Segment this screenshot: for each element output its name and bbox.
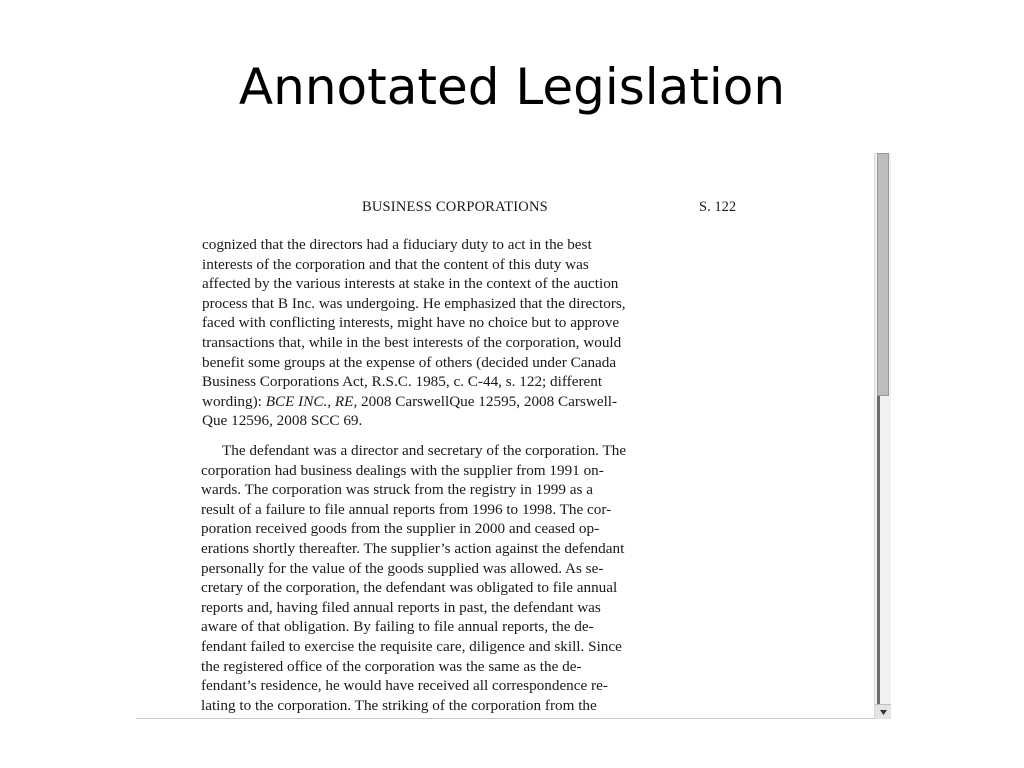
text-line: The defendant was a director and secretary of the corporation. The [222, 442, 627, 459]
text-line: aware of that obligation. By failing to file annual reports, the de- [201, 618, 594, 636]
scroll-down-button[interactable] [875, 704, 891, 719]
text-line: the registered office of the corporation was the same as the de- [201, 657, 582, 675]
text-line: interests of the corporation and that the content of this duty was [202, 255, 589, 273]
text-line: wording): BCE INC., RE, 2008 CarswellQue 12595, 2008 Carswell- [202, 392, 618, 410]
annotation-paragraph [202, 235, 742, 431]
running-head-section: S. 122 [699, 199, 737, 215]
text-line: Que 12596, 2008 SCC 69. [202, 412, 363, 430]
vertical-scrollbar[interactable] [874, 153, 891, 719]
text-line: faced with conflicting interests, might have no choice but to approve [202, 314, 620, 332]
text-line: result of a failure to file annual reports from 1996 to 1998. The cor- [201, 500, 612, 518]
text-line: Business Corporations Act, R.S.C. 1985, c. C-44, s. 122; different [202, 373, 603, 391]
scanned-page [136, 153, 874, 719]
annotation-paragraph [201, 441, 741, 715]
triangle-down-icon [880, 710, 887, 715]
text-line: lating to the corporation. The striking of the corporation from the [201, 696, 597, 714]
running-head [136, 199, 874, 219]
text-line: transactions that, while in the best interests of the corporation, would [202, 333, 622, 351]
text-line: corporation had business dealings with the supplier from 1991 on- [201, 461, 604, 479]
page-bottom-rule [136, 718, 874, 719]
case-name: BCE INC., RE, [265, 392, 358, 410]
running-head-title: BUSINESS CORPORATIONS [362, 199, 548, 215]
slide-title: Annotated Legislation [238, 58, 786, 116]
scrollbar-thumb[interactable] [877, 153, 889, 396]
text-line: fendant failed to exercise the requisite care, diligence and skill. Since [201, 637, 622, 655]
text-line: cognized that the directors had a fiduciary duty to act in the best [202, 236, 592, 253]
text-line: process that B Inc. was undergoing. He emphasized that the directors, [202, 294, 626, 312]
document-viewer[interactable] [136, 153, 891, 719]
text-line: affected by the various interests at stake in the context of the auction [202, 275, 619, 293]
text-line: erations shortly thereafter. The supplier’s action against the defendant [201, 539, 625, 557]
text-line: cretary of the corporation, the defendant was obligated to file annual [201, 579, 618, 597]
text-line: benefit some groups at the expense of others (decided under Canada [202, 353, 617, 371]
text-line: poration received goods from the supplier in 2000 and ceased op- [201, 520, 600, 538]
text-line: wards. The corporation was struck from the registry in 1999 as a [201, 481, 593, 499]
text-line: fendant’s residence, he would have received all correspondence re- [201, 677, 608, 695]
text-line: reports and, having filed annual reports in past, the defendant was [201, 598, 601, 616]
text-line: personally for the value of the goods supplied was allowed. As se- [201, 559, 604, 577]
